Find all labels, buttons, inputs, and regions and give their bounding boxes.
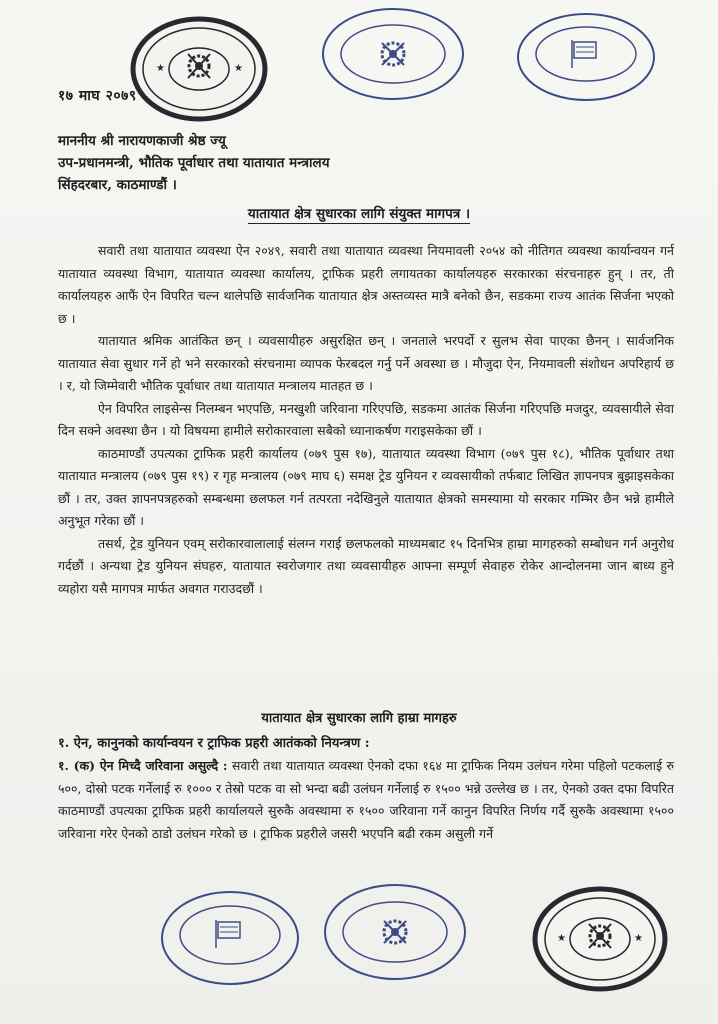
transport-labour-association-seal-bottom	[158, 888, 302, 988]
seal-icon	[158, 888, 302, 988]
svg-text:★: ★	[634, 933, 643, 944]
letter-date: १७ माघ २०७९	[58, 88, 137, 104]
letter-subject	[0, 204, 718, 222]
seal-icon	[128, 14, 270, 124]
recipient-name: माननीय श्री नारायणकाजी श्रेष्ठ ज्यू	[58, 133, 226, 149]
transport-worker-union-seal-bottom	[530, 884, 670, 994]
section-1-heading: १. ऐन, कानुनको कार्यान्वयन र ट्राफिक प्रहरी आतंकको नियन्त्रण :	[58, 736, 370, 751]
independent-workers-union-seal-bottom	[320, 880, 470, 984]
seal-icon	[318, 4, 468, 104]
point-1a-text: सवारी तथा यातायात व्यवस्था ऐनको दफा १६४ मा ट्राफिक नियम उलंघन गरेमा पहिलो पटकलाई रु ५००, दोस्रो पटक गर्नेलाई रु १००० र तेस्रो पटक वा सो भन्दा बढी उलंघन गर्नेलाई रु १५०० भन्ने उल्लेख छ । तर, ऐनको उक्त दफा विपरित काठमाण्डौं उपत्यका ट्राफिक प्रहरी कार्यालयले सुरुकै अवस्थामा रु १५०० जरिवाना गर्ने कानुन विपरित निर्णय गर्दै सुरुकै अवस्थामा १५०० जरिवाना गरेर ऐनको ठाडो उलंघन गरेको छ । ट्राफिक प्रहरीले जसरी भएपनि बढी रकम असुली गर्ने	[58, 758, 674, 841]
svg-text:★: ★	[234, 63, 243, 74]
subject-text: यातायात क्षेत्र सुधारका लागि संयुक्त मागपत्र ।	[247, 206, 471, 222]
recipient-address	[58, 130, 658, 196]
letter-body	[58, 240, 674, 600]
body-paragraph: यातायात श्रमिक आतंकित छन् । व्यवसायीहरु असुरक्षित छन् । जनताले भरपर्दो र सुलभ सेवा पाएका छैनन् । सार्वजनिक यातायात सेवा सुधार गर्ने हो भने सरकारको संरचनामा व्यापक फेरबदल गर्नु पर्ने अवस्था छ । मौजुदा ऐन, नियमावली संशोधन अपरिहार्य छ । र, यो जिम्मेवारी भौतिक पूर्वाधार तथा यातायात मन्त्रालय मातहत छ ।	[58, 333, 674, 393]
svg-text:★: ★	[557, 933, 566, 944]
point-1a-label: १. (क) ऐन मिच्दै जरिवाना असुल्दै :	[58, 758, 228, 773]
body-paragraph: ऐन विपरित लाइसेन्स निलम्बन भएपछि, मनखुशी जरिवाना गरिएपछि, सडकमा आतंक सिर्जना गरिएपछि मजदुर, व्यवसायीले सेवा दिन सक्ने अवस्था छैन । यो विषयमा हामीले सरोकारवाला सबैको ध्यानाकर्षण गराइसकेका छौं ।	[58, 400, 674, 438]
recipient-location: सिंहदरबार, काठमाण्डौं ।	[58, 177, 177, 193]
transport-labour-association-seal-top	[514, 10, 658, 104]
recipient-title: उप-प्रधानमन्त्री, भौतिक पूर्वाधार तथा यातायात मन्त्रालय	[58, 155, 330, 171]
seal-icon	[530, 884, 670, 994]
seal-icon	[320, 880, 470, 984]
independent-workers-union-seal-top	[318, 4, 468, 104]
svg-text:★: ★	[156, 63, 165, 74]
point-1a	[58, 755, 674, 845]
body-paragraph: तसर्थ, ट्रेड युनियन एवम् सरोकारवालालाई संलग्न गराई छलफलको माध्यमबाट १५ दिनभित्र हाम्रा मागहरुको सम्बोधन गर्न अनुरोध गर्दछौं । अन्यथा ट्रेड युनियन संघहरु, यातायात स्वरोजगार तथा व्यवसायीहरु आफ्ना सम्पूर्ण सेवाहरु रोकेर आन्दोलनमा जान बाध्य हुने व्यहोरा यसै मागपत्र मार्फत अवगत गराउदछौं ।	[58, 535, 674, 596]
seal-icon	[514, 10, 658, 104]
body-paragraph: काठमाण्डौं उपत्यका ट्राफिक प्रहरी कार्यालय (०७९ पुस १७), यातायात व्यवस्था विभाग (०७९ पुस १८), भौतिक पूर्वाधार तथा यातायात मन्त्रालय (०७९ पुस १९) र गृह मन्त्रालय (०७९ माघ ६) समक्ष ट्रेड युनियन र व्यवसायीको तर्फबाट लिखित ज्ञापनपत्र बुझाइसकेका छौं । तर, उक्त ज्ञापनपत्रहरुको सम्बन्धमा छलफल गर्न तत्परता नदेखिनुले यातायात क्षेत्रको समस्यामा यो सरकार गम्भिर छैन भन्ने हामीले अनुभूत गरेका छौं ।	[58, 445, 674, 528]
body-paragraph: सवारी तथा यातायात व्यवस्था ऐन २०४९, सवारी तथा यातायात व्यवस्था नियमावली २०५४ को नीतिगत व्यवस्था कार्यान्वयन गर्न यातायात व्यवस्था विभाग, यातायात व्यवस्था कार्यालय, ट्राफिक प्रहरी लगायतका कार्यालयहरु सरकारका संरचनाहरु हुन् । तर, ती कार्यालयहरु आफैं ऐन विपरित चल्न थालेपछि सार्वजनिक यातायात क्षेत्र अस्तव्यस्त मात्रै बनेको छैन, सडकमा राज्य आतंक सिर्जना भएको छ ।	[58, 243, 674, 326]
transport-worker-union-seal-top	[128, 14, 270, 124]
demands-heading: यातायात क्षेत्र सुधारका लागि हाम्रा मागहरु	[261, 711, 457, 726]
